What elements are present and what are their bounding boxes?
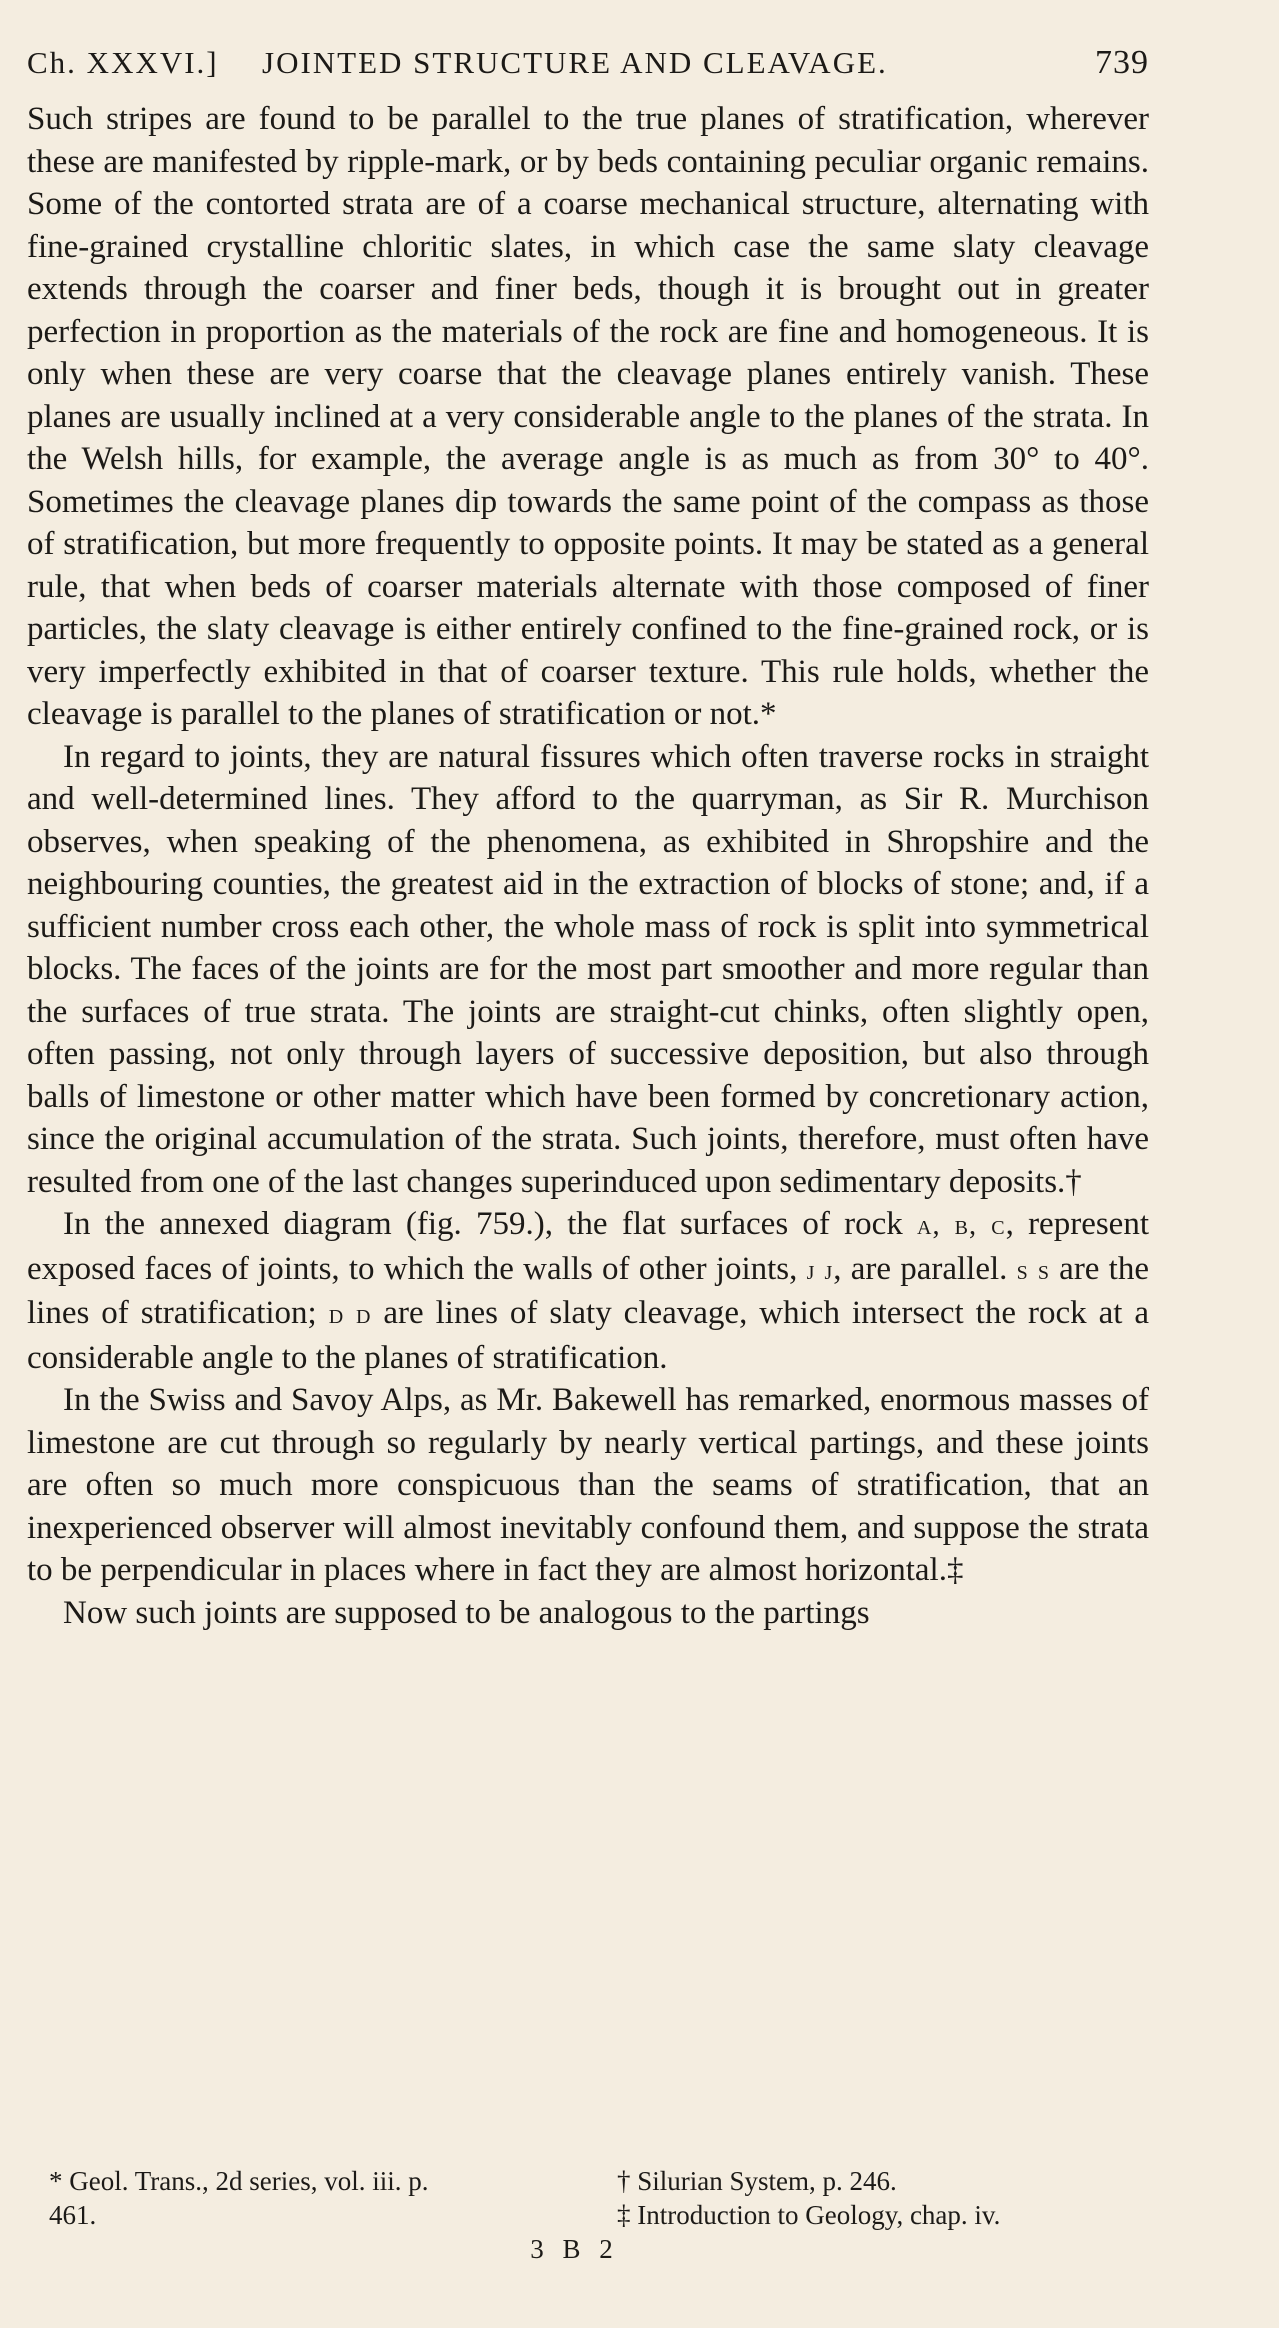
paragraph-text: Such stripes are found to be parallel to the true planes of stratification, wherever these are manifested by ripple-mark, or by beds containing peculiar organic remains. Some of the contorted strata are of a coarse mechanical structure, alternating with fine-grained crystalline chloritic slates, in which case the same slaty cleavage extends through the coarser and finer beds, though it is brought out in greater perfection in proportion as the materials of the rock are fine and homogeneous. It is only when these are very coarse that the cleavage planes entirely vanish. These planes are usually inclined at a very considerable angle to the planes of the strata. In the Welsh hills, for example, the average angle is as much as from 30° to 40°. Sometimes the cleavage planes dip towards the same point of the compass as those of stratification, but more frequently to opposite points. It may be stated as a general rule, that when beds of coarser materials alternate with those composed of finer particles, the slaty cleavage is either entirely confined to the fine-grained rock, or is very imperfectly exhibited in that of coarser texture. This rule holds, whether the cleavage is parallel to the planes of stratification or not.* <box>27 101 1149 732</box>
paragraph-text: are the lines of stratification; <box>27 1250 1149 1331</box>
paragraph <box>27 1592 1149 1635</box>
paragraph-text: In the Swiss and Savoy Alps, as Mr. Bakewell has remarked, enormous masses of limestone are cut through so regularly by nearly vertical partings, and these joints are often so much more conspicuous than the seams of stratification, that an inexperienced observer will almost inevitably confound them, and suppose the strata to be perpendicular in places where in fact they are almost horizontal.‡ <box>27 1382 1149 1588</box>
running-head <box>27 44 1149 94</box>
paragraph <box>27 98 1149 736</box>
page-number: 739 <box>1095 44 1149 81</box>
paragraph-text: Now such joints are supposed to be analogous to the partings <box>63 1594 870 1631</box>
running-title: JOINTED STRUCTURE AND CLEAVAGE. <box>262 45 888 80</box>
paragraph-text: , are parallel. <box>833 1250 1017 1287</box>
figure-letters: a, b, c <box>917 1210 1006 1241</box>
paragraph-text: In regard to joints, they are natural fissures which often traverse rocks in straight and well-determined lines. They afford to the quarryman, as Sir R. Murchison observes, when speaking of the phenomena, as exhibited in Shropshire and the neighbouring counties, the greatest aid in the extraction of blocks of stone; and, if a sufficient number cross each other, the whole mass of rock is split into symmetrical blocks. The faces of the joints are for the most part smoother and more regular than the surfaces of true strata. The joints are straight-cut chinks, often slightly open, often passing, not only through layers of successive deposition, but also through balls of limestone or other matter which have been formed by concretionary action, since the original accumulation of the strata. Such joints, therefore, must often have resulted from one of the last changes superinduced upon sedimentary deposits.† <box>27 738 1149 1200</box>
footnotes-right <box>617 2164 1149 2232</box>
footnote-line: † Silurian System, p. 246. <box>617 2166 897 2196</box>
body-text <box>27 98 1149 1634</box>
paragraph-text: , represent exposed faces of joints, to which the walls of other joints, <box>27 1206 1149 1287</box>
paragraph <box>27 736 1149 1204</box>
chapter-label: Ch. XXXVI.] <box>27 45 219 80</box>
figure-letters: s s <box>1016 1254 1050 1286</box>
footnotes <box>27 2164 1149 2232</box>
paragraph <box>27 1379 1149 1592</box>
footnote-line: 461. <box>49 2200 97 2230</box>
paragraph-text: In the annexed diagram (fig. 759.), the flat surfaces of rock <box>63 1206 918 1242</box>
paragraph-text: are lines of slaty cleavage, which intersect the rock at a considerable angle to the planes of stratification. <box>27 1295 1149 1376</box>
figure-letters: d d <box>328 1299 372 1330</box>
footnote-line: * Geol. Trans., 2d series, vol. iii. p. <box>49 2166 429 2196</box>
paragraph <box>27 1203 1149 1379</box>
figure-letters: j j <box>806 1254 834 1286</box>
signature-mark: 3 B 2 <box>530 2234 619 2264</box>
footnotes-left <box>27 2164 617 2232</box>
footnote-line: ‡ Introduction to Geology, chap. iv. <box>617 2200 1001 2230</box>
